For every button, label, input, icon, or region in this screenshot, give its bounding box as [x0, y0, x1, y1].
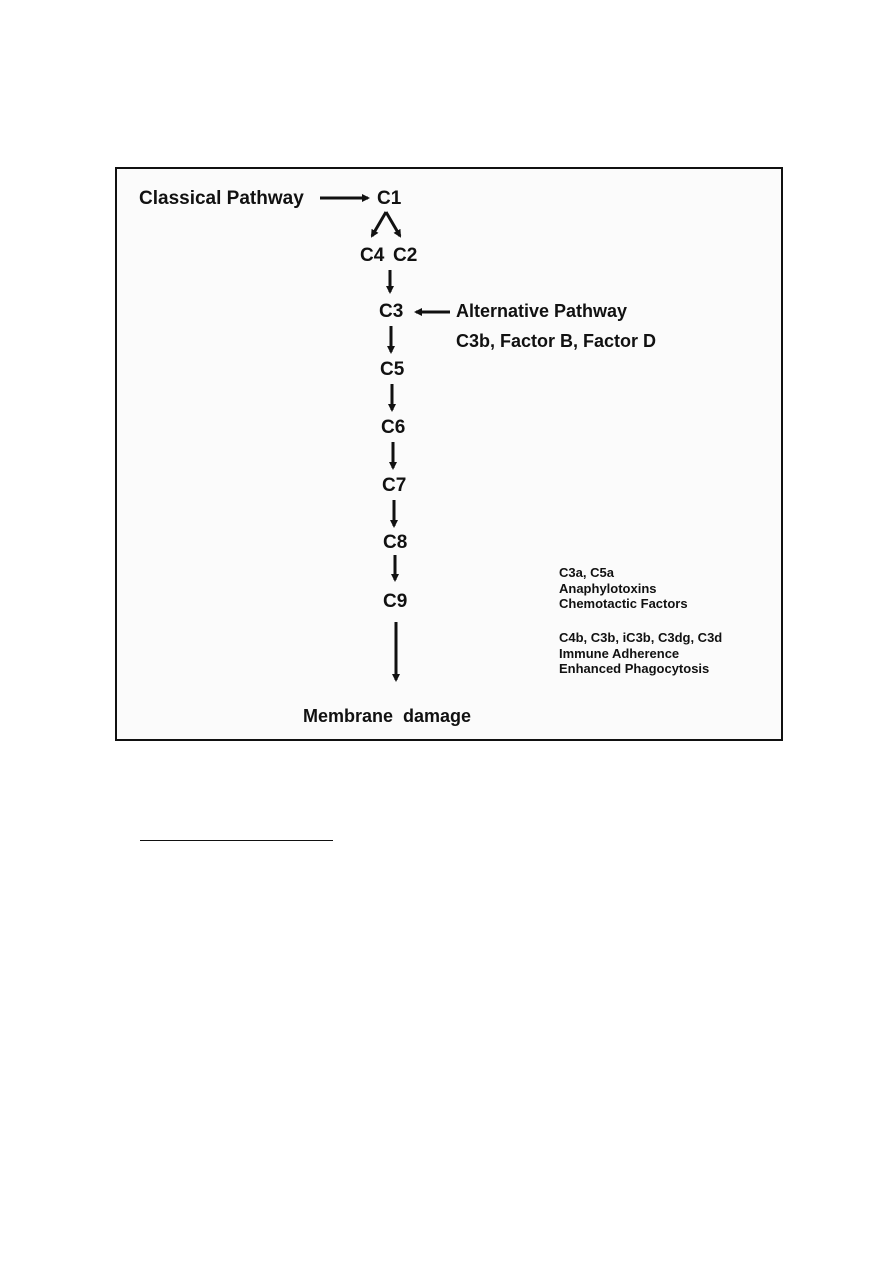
underline-rule — [140, 840, 333, 841]
c4-label: C4 — [360, 245, 385, 266]
c7-label: C7 — [382, 475, 407, 496]
arrow-c1-to-c4 — [372, 212, 386, 236]
alternative-factors-label: C3b, Factor B, Factor D — [456, 331, 657, 351]
c6-label: C6 — [381, 417, 406, 438]
c2-label: C2 — [393, 245, 418, 266]
note-enhanced-phagocytosis: Enhanced Phagocytosis — [559, 661, 710, 677]
note-c4b-fragments: C4b, C3b, iC3b, C3dg, C3d — [559, 630, 723, 645]
c3-label: C3 — [379, 301, 404, 322]
c8-label: C8 — [383, 532, 408, 553]
note-c3a-c5a: C3a, C5a — [559, 565, 614, 580]
opsonin-notes — [559, 630, 722, 677]
c9-label: C9 — [383, 591, 408, 612]
note-anaphylotoxins: Anaphylotoxins — [559, 580, 657, 596]
membrane-damage-label: Membrane damage — [303, 706, 472, 726]
classical-pathway-label: Classical Pathway — [139, 188, 304, 209]
c5-label: C5 — [380, 359, 405, 380]
anaphylotoxin-notes — [559, 565, 688, 612]
note-immune-adherence: Immune Adherence — [559, 645, 680, 661]
alternative-pathway-label: Alternative Pathway — [456, 301, 628, 321]
note-chemotactic-factors: Chemotactic Factors — [559, 596, 688, 612]
arrow-c1-to-c2 — [386, 212, 400, 236]
c1-label: C1 — [377, 188, 402, 209]
